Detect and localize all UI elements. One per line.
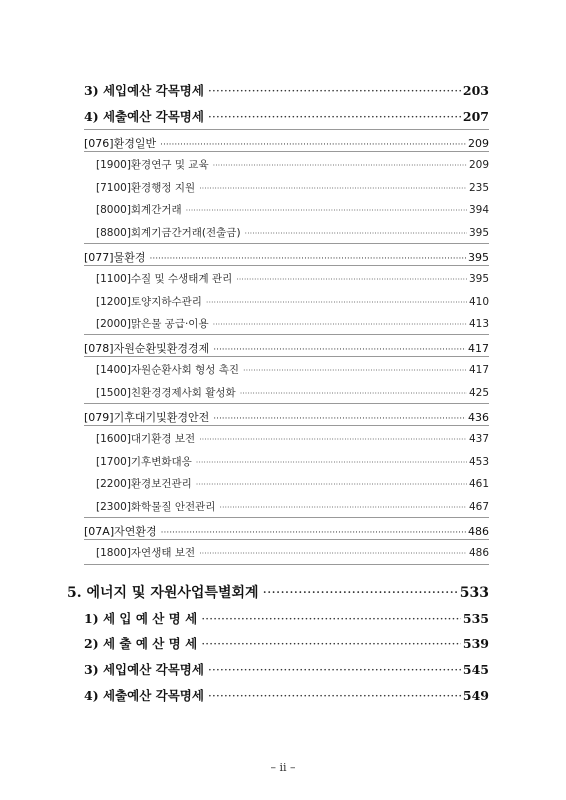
toc-entry-label: [2300]화학물질 안전관리 (96, 501, 216, 513)
toc-entry-label: [1500]친환경경제사회 활성화 (96, 387, 236, 399)
toc-entry-page: 453 (468, 456, 489, 468)
toc-entry-label: [7100]환경행정 지원 (96, 182, 196, 194)
leader-dots (160, 140, 466, 150)
toc-entry-page: 545 (462, 662, 489, 677)
toc-entry-page: 467 (468, 501, 489, 513)
leader-dots (208, 688, 461, 703)
toc-item-entry[interactable] (96, 294, 489, 309)
leader-dots (208, 662, 461, 677)
toc-program-entry[interactable] (84, 340, 489, 356)
divider (84, 539, 489, 540)
toc-entry-page: 417 (468, 364, 489, 376)
toc-item-entry[interactable] (96, 431, 489, 446)
leader-dots (213, 414, 466, 424)
toc-item-entry[interactable] (96, 476, 489, 491)
leader-dots (219, 503, 467, 512)
leader-dots (149, 254, 466, 264)
toc-item-entry[interactable] (96, 499, 489, 514)
toc-entry-page: 539 (462, 636, 489, 651)
leader-dots (240, 389, 467, 398)
toc-program-entry[interactable] (84, 523, 489, 539)
toc-entry-page: 395 (468, 227, 489, 239)
toc-item-entry[interactable] (96, 385, 489, 400)
leader-dots (196, 458, 467, 467)
toc-entry-page: 549 (462, 688, 489, 703)
toc-entry-page: 395 (468, 273, 489, 285)
toc-entry-label: [076]환경일반 (84, 137, 157, 150)
toc-entry-page: 486 (468, 525, 489, 538)
divider (84, 403, 489, 404)
divider (84, 564, 489, 565)
toc-entry-label: [07A]자연환경 (84, 525, 157, 538)
leader-dots (208, 109, 461, 124)
toc-entry-page: 535 (462, 611, 489, 626)
toc-entry-page: 413 (468, 318, 489, 330)
toc-entry-label: [077]물환경 (84, 251, 146, 264)
toc-item-entry[interactable] (96, 271, 489, 286)
divider (84, 265, 489, 266)
toc-item-entry[interactable] (96, 454, 489, 469)
toc-entry[interactable] (84, 686, 489, 704)
toc-entry-label: [1400]자원순환사회 형성 촉진 (96, 364, 240, 376)
toc-entry-page: 410 (468, 296, 489, 308)
toc-entry-page: 533 (459, 585, 489, 601)
toc-section-entry[interactable] (67, 582, 489, 602)
toc-entry-label: [1200]토양지하수관리 (96, 296, 202, 308)
toc-entry-page: 461 (468, 478, 489, 490)
toc-program-entry[interactable] (84, 135, 489, 151)
divider (84, 129, 489, 130)
toc-entry-page: 395 (468, 251, 489, 264)
toc-item-entry[interactable] (96, 545, 489, 560)
toc-program-entry[interactable] (84, 409, 489, 425)
divider (84, 151, 489, 152)
toc-entry[interactable] (84, 634, 489, 652)
toc-entry-page: 207 (462, 109, 489, 124)
toc-entry-label: 4) 세출예산 각목명세 (84, 109, 204, 124)
toc-item-entry[interactable] (96, 225, 489, 240)
leader-dots (206, 298, 467, 307)
leader-dots (236, 275, 467, 284)
toc-entry-label: 3) 세입예산 각목명세 (84, 662, 204, 677)
toc-entry[interactable] (84, 609, 489, 627)
toc-entry-label: 2) 세 출 예 산 명 세 (84, 636, 198, 651)
toc-item-entry[interactable] (96, 157, 489, 172)
divider (84, 356, 489, 357)
toc-entry-label: 1) 세 입 예 산 명 세 (84, 611, 198, 626)
leader-dots (186, 206, 467, 215)
toc-entry-label: [1100]수질 및 수생태계 관리 (96, 273, 233, 285)
toc-entry[interactable] (84, 81, 489, 99)
toc-item-entry[interactable] (96, 180, 489, 195)
toc-entry-label: 3) 세입예산 각목명세 (84, 83, 204, 98)
toc-entry-page: 235 (468, 182, 489, 194)
leader-dots (161, 528, 466, 538)
leader-dots (201, 611, 461, 626)
leader-dots (213, 161, 467, 170)
toc-entry-label: [1800]자연생태 보전 (96, 547, 196, 559)
page-number-footer: – ii – (270, 761, 296, 774)
toc-entry-page: 417 (468, 342, 489, 355)
toc-entry-page: 425 (468, 387, 489, 399)
leader-dots (213, 345, 466, 355)
toc-entry-page: 394 (468, 204, 489, 216)
leader-dots (199, 184, 467, 193)
toc-entry[interactable] (84, 660, 489, 678)
toc-item-entry[interactable] (96, 202, 489, 217)
toc-entry-label: [2000]맑은물 공급·이용 (96, 318, 209, 330)
leader-dots (245, 229, 467, 238)
leader-dots (243, 366, 467, 375)
divider (84, 517, 489, 518)
leader-dots (199, 435, 467, 444)
toc-entry-page: 209 (468, 137, 489, 150)
toc-entry-label: [2200]환경보건관리 (96, 478, 192, 490)
toc-entry-label: [078]자원순환및환경경제 (84, 342, 210, 355)
toc-entry-page: 203 (462, 83, 489, 98)
leader-dots (263, 585, 458, 601)
divider (84, 243, 489, 244)
toc-entry-page: 436 (468, 411, 489, 424)
toc-entry-label: [1600]대기환경 보전 (96, 433, 196, 445)
leader-dots (199, 549, 467, 558)
toc-item-entry[interactable] (96, 362, 489, 377)
toc-program-entry[interactable] (84, 249, 489, 265)
toc-entry-label: 5. 에너지 및 자원사업특별회계 (67, 585, 259, 601)
toc-entry-page: 209 (468, 159, 489, 171)
leader-dots (208, 83, 461, 98)
leader-dots (201, 636, 461, 651)
toc-entry-page: 437 (468, 433, 489, 445)
leader-dots (213, 320, 467, 329)
toc-entry-label: 4) 세출예산 각목명세 (84, 688, 204, 703)
toc-entry-label: [1900]환경연구 및 교육 (96, 159, 209, 171)
toc-entry-page: 486 (468, 547, 489, 559)
toc-entry-label: [079]기후대기및환경안전 (84, 411, 210, 424)
toc-entry-label: [8000]회계간거래 (96, 204, 182, 216)
toc-entry-label: [8800]회계기금간거래(전출금) (96, 227, 241, 239)
toc-entry[interactable] (84, 107, 489, 125)
toc-item-entry[interactable] (96, 316, 489, 331)
toc-entry-label: [1700]기후변화대응 (96, 456, 192, 468)
divider (84, 425, 489, 426)
leader-dots (196, 480, 467, 489)
divider (84, 334, 489, 335)
